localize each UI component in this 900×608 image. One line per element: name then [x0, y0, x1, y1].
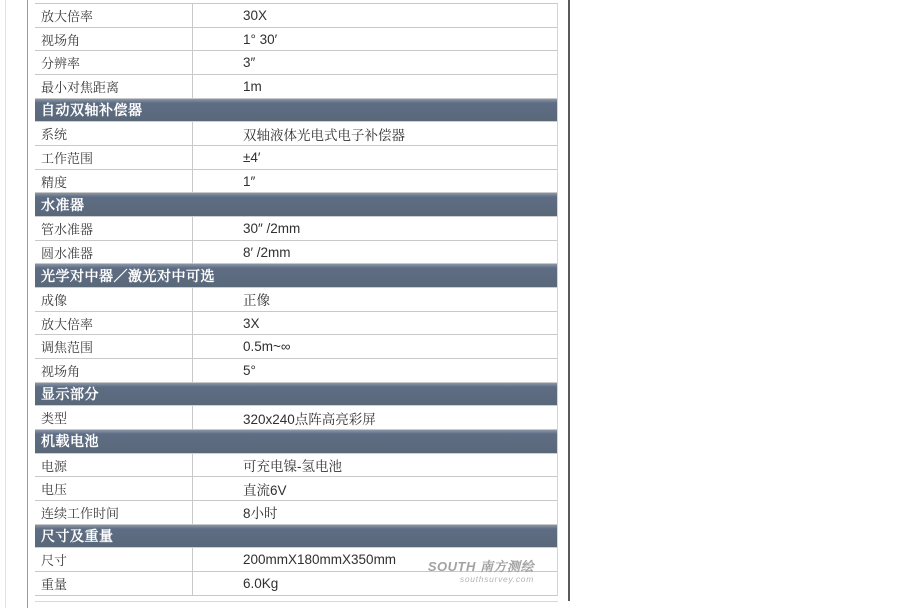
row-value: 1° 30′	[243, 31, 278, 47]
table-bottom-line	[35, 601, 558, 602]
brand-site-text: southsurvey.com	[459, 573, 534, 584]
row-value: 可充电镍-氢电池	[243, 459, 342, 475]
row-label: 工作范围	[35, 146, 193, 169]
row-label: 视场角	[35, 359, 193, 382]
row-value: 30X	[243, 7, 268, 23]
brand-logo-text: SOUTH 南方测绘	[427, 559, 534, 574]
row-label: 圆水准器	[35, 241, 193, 264]
row-label: 管水准器	[35, 217, 193, 240]
table-row	[35, 501, 557, 525]
row-label: 分辨率	[35, 51, 193, 74]
row-label: 系统	[35, 122, 193, 145]
row-label: 放大倍率	[35, 4, 193, 27]
page-left-border-inner	[27, 0, 28, 608]
row-label: 类型	[35, 406, 193, 429]
row-value: 0.5m~∞	[243, 339, 291, 355]
row-value: 3X	[243, 315, 260, 331]
section-title: 自动双轴补偿器	[41, 102, 143, 119]
table-row	[35, 51, 557, 75]
table-row	[35, 122, 557, 146]
table-row	[35, 241, 557, 265]
table-row	[35, 170, 557, 194]
row-value: 6.0Kg	[243, 575, 279, 591]
table-row	[35, 217, 557, 241]
table-row	[35, 146, 557, 170]
row-value: 200mmX180mmX350mm	[243, 552, 397, 568]
section-header	[35, 383, 557, 407]
row-label: 精度	[35, 170, 193, 193]
row-label: 连续工作时间	[35, 501, 193, 524]
section-title: 机载电池	[41, 433, 99, 450]
row-value: 直流6V	[243, 482, 287, 498]
table-row	[35, 288, 557, 312]
section-title: 光学对中器／激光对中可选	[41, 267, 215, 284]
row-label: 调焦范围	[35, 335, 193, 358]
row-value: 3″	[243, 55, 256, 71]
row-label: 重量	[35, 572, 193, 595]
row-value: 正像	[243, 293, 270, 309]
page-right-border	[568, 0, 570, 601]
row-label: 放大倍率	[35, 312, 193, 335]
row-value: 1″	[243, 173, 256, 189]
section-title: 尺寸及重量	[41, 528, 114, 545]
table-row	[35, 4, 557, 28]
row-label: 成像	[35, 288, 193, 311]
row-value: ±4′	[243, 149, 261, 165]
row-value: 8小时	[243, 506, 278, 522]
row-label: 电压	[35, 477, 193, 500]
section-header	[35, 99, 557, 123]
table-row	[35, 28, 557, 52]
table-row	[35, 548, 557, 572]
row-value: 双轴液体光电式电子补偿器	[243, 127, 405, 143]
table-row	[35, 477, 557, 501]
section-header	[35, 264, 557, 288]
section-header	[35, 525, 557, 549]
row-label: 最小对焦距离	[35, 75, 193, 98]
table-row	[35, 572, 557, 596]
row-value: 1m	[243, 78, 262, 94]
row-value: 30″ /2mm	[243, 220, 301, 236]
row-label: 尺寸	[35, 548, 193, 571]
row-value: 320x240点阵高亮彩屏	[243, 411, 376, 427]
table-row	[35, 75, 557, 99]
spec-table	[35, 3, 558, 596]
section-header	[35, 193, 557, 217]
table-row	[35, 406, 557, 430]
table-row	[35, 335, 557, 359]
section-title: 显示部分	[41, 386, 99, 403]
table-row	[35, 454, 557, 478]
page-left-border-outer	[5, 0, 6, 608]
table-row	[35, 359, 557, 383]
row-value: 5°	[243, 362, 256, 378]
table-row	[35, 312, 557, 336]
row-value: 8′ /2mm	[243, 244, 291, 260]
section-header	[35, 430, 557, 454]
section-title: 水准器	[41, 196, 85, 213]
row-label: 视场角	[35, 28, 193, 51]
row-label: 电源	[35, 454, 193, 477]
